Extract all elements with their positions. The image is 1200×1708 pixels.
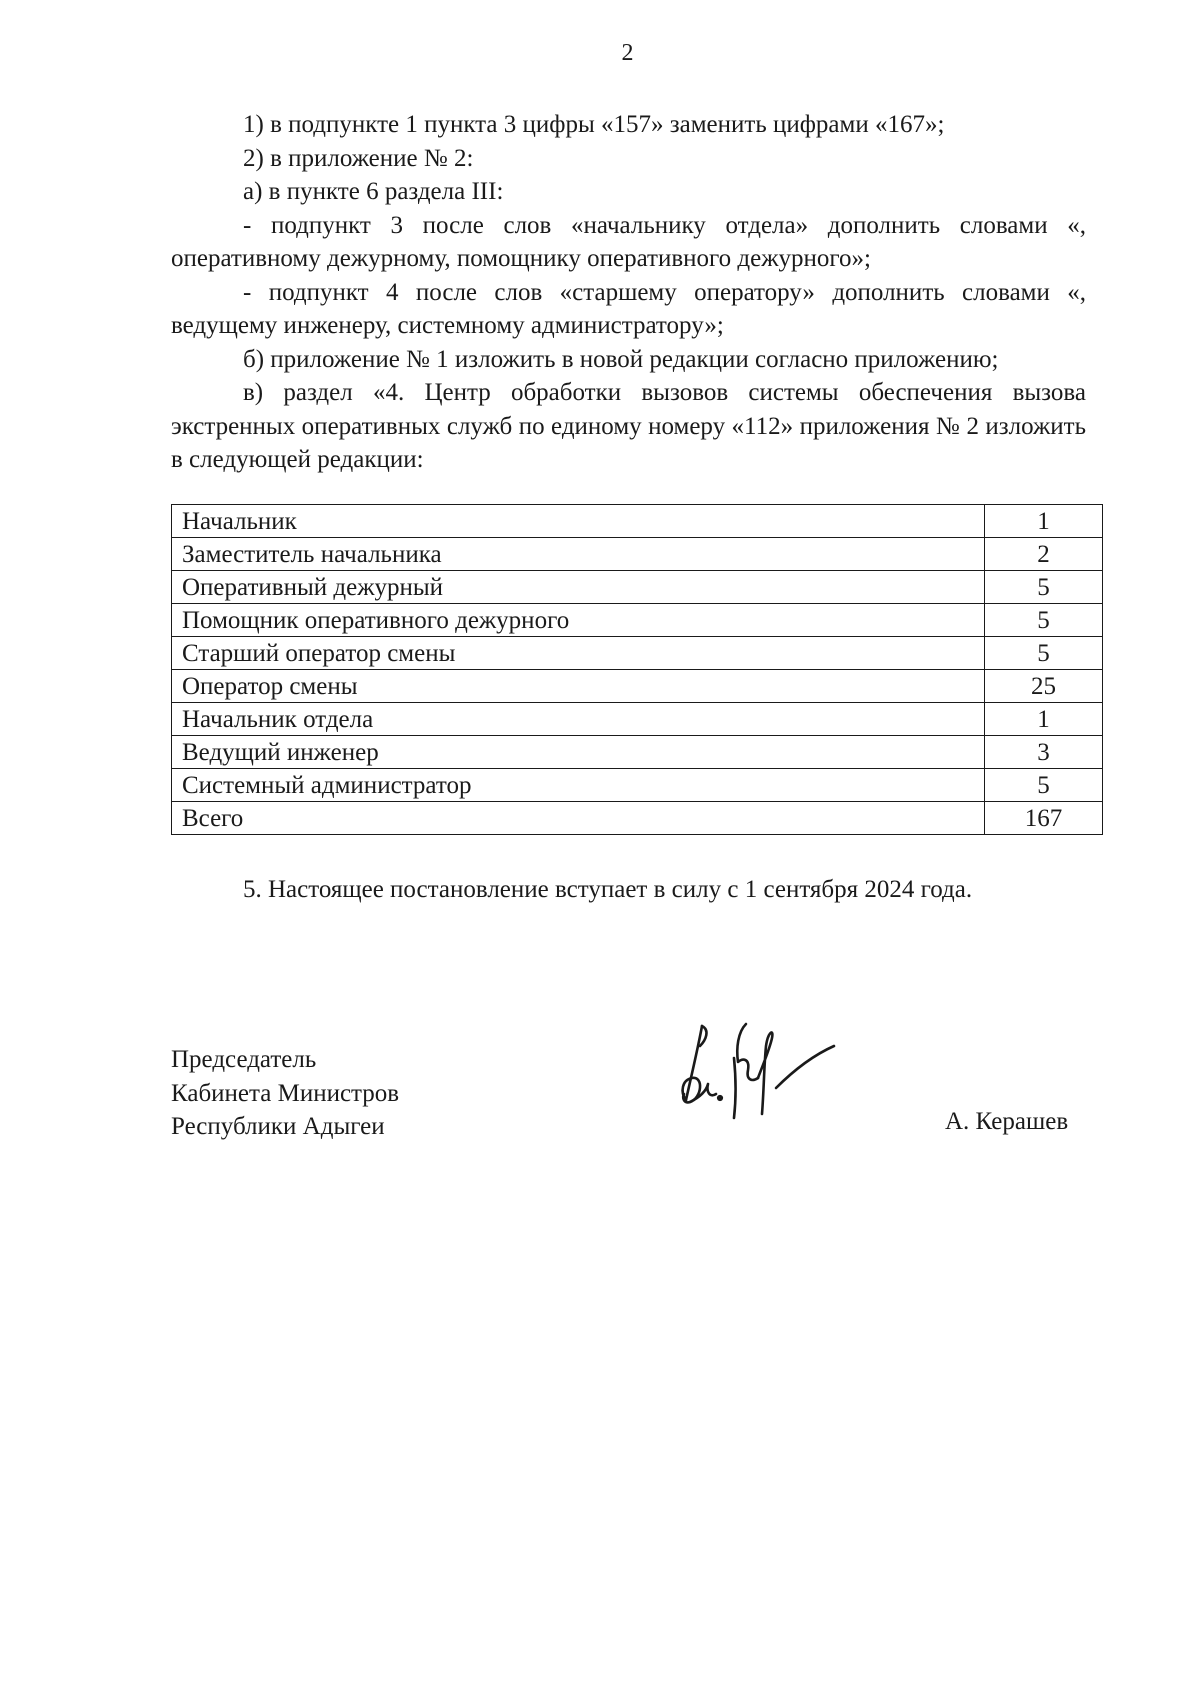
table-row [172,571,1103,604]
count-cell: 1 [985,505,1103,538]
table-row [172,604,1103,637]
table-row [172,769,1103,802]
page-number: 2 [621,40,634,66]
count-cell: 5 [985,571,1103,604]
position-cell: Ведущий инженер [172,736,985,769]
paragraph: в) раздел «4. Центр обработки вызовов системы обеспечения вызова экстренных оперативных служб по единому номеру «112» приложения № 2 изложить в следующей редакции: [171,379,1086,473]
table-row [172,505,1103,538]
table-row [172,637,1103,670]
table-row [172,703,1103,736]
table-row [172,736,1103,769]
signer-name: А. Керашев [945,1108,1069,1135]
count-cell: 3 [985,736,1103,769]
count-cell: 25 [985,670,1103,703]
paragraph: - подпункт 4 после слов «старшему оператору» дополнить словами «, ведущему инженеру, системному администратору»; [171,278,1086,339]
staff-table [171,504,1103,835]
paragraph: а) в пункте 6 раздела III: [243,178,504,205]
position-cell: Системный администратор [172,769,985,802]
paragraph: б) приложение № 1 изложить в новой редакции согласно приложению; [243,345,999,373]
count-cell: 5 [985,769,1103,802]
signature-icon [676,1018,846,1128]
signer-title-line: Республики Адыгеи [171,1113,385,1140]
count-cell: 5 [985,604,1103,637]
table-row [172,538,1103,571]
position-cell: Старший оператор смены [172,637,985,670]
paragraph: 2) в приложение № 2: [243,144,474,172]
position-cell: Заместитель начальника [172,538,985,571]
count-cell: 5 [985,637,1103,670]
total-count-cell: 167 [985,802,1103,835]
table-row-total [172,802,1103,835]
position-cell: Помощник оперативного дежурного [172,604,985,637]
count-cell: 2 [985,538,1103,571]
total-label-cell: Всего [172,802,985,835]
paragraph: 1) в подпункте 1 пункта 3 цифры «157» заменить цифрами «167»; [243,111,945,138]
signer-title-line: Председатель [171,1046,317,1073]
paragraph: - подпункт 3 после слов «начальнику отдела» дополнить словами «, оперативному дежурному, помощнику оперативного дежурного»; [171,211,1086,272]
position-cell: Начальник [172,505,985,538]
position-cell: Начальник отдела [172,703,985,736]
table-row [172,670,1103,703]
signer-title [171,1043,399,1144]
position-cell: Оператор смены [172,670,985,703]
amendment-text [171,108,1086,477]
count-cell: 1 [985,703,1103,736]
handwritten-signature [676,1018,846,1133]
position-cell: Оперативный дежурный [172,571,985,604]
signer-title-line: Кабинета Министров [171,1079,400,1107]
effective-date-clause: 5. Настоящее постановление вступает в силу с 1 сентября 2024 года. [243,876,973,903]
